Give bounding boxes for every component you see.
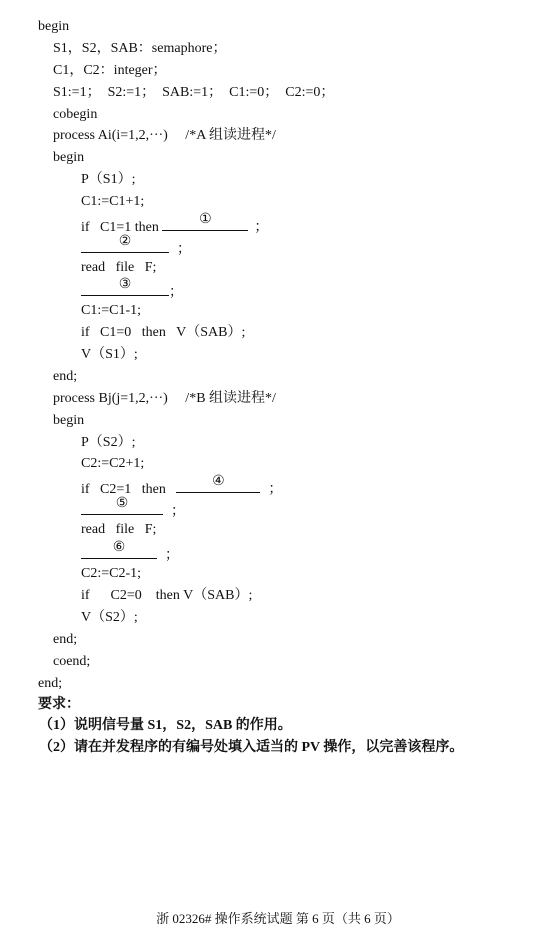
code-cobegin: cobegin: [53, 107, 98, 122]
code-init: S1:=1； S2:=1； SAB:=1； C1:=0； C2:=0；: [53, 85, 335, 100]
blank-6-number: ⑥: [112, 540, 126, 555]
code-a-if-line: [81, 212, 269, 236]
code-begin: begin: [38, 19, 70, 34]
blank-3-number: ③: [118, 277, 132, 292]
blank-5: [81, 496, 163, 515]
code-b-dec: C2:=C2-1;: [81, 566, 142, 581]
code-b-read: read file F;: [81, 522, 157, 537]
requirement-2: （2）请在并发程序的有编号处填入适当的 PV 操作，以完善该程序。: [39, 740, 464, 755]
semicolon: ；: [169, 285, 183, 300]
code-begin-b: begin: [53, 413, 85, 428]
semicolon: ；: [177, 242, 191, 257]
code-a-p: P（S1）;: [81, 172, 136, 187]
code-decl-integer: C1，C2：integer；: [53, 63, 167, 78]
code-a-if: if C1=1 then: [81, 220, 163, 235]
code-blank-6-line: [81, 540, 179, 564]
code-end-b: end;: [53, 632, 78, 647]
code-blank-3-line: [81, 277, 183, 301]
code-decl-semaphore: S1，S2，SAB：semaphore；: [53, 41, 227, 56]
code-begin-a: begin: [53, 150, 85, 165]
code-a-read: read file F;: [81, 260, 157, 275]
code-end-main: end;: [38, 676, 63, 691]
code-process-b: process Bj(j=1,2,···) /*B 组读进程*/: [53, 391, 276, 406]
semicolon: ；: [254, 220, 269, 235]
blank-2: [81, 234, 169, 253]
blank-2-number: ②: [118, 234, 132, 249]
blank-5-number: ⑤: [115, 496, 129, 511]
blank-3: [81, 277, 169, 296]
code-b-inc: C2:=C2+1;: [81, 456, 145, 471]
code-end-a: end;: [53, 369, 78, 384]
code-a-v: V（S1）;: [81, 347, 138, 362]
blank-1-number: ①: [199, 212, 212, 227]
semicolon: ；: [268, 482, 283, 497]
code-a-dec: C1:=C1-1;: [81, 303, 142, 318]
code-coend: coend;: [53, 654, 91, 669]
page-footer: 浙 02326# 操作系统试题 第 6 页（共 6 页）: [156, 911, 400, 926]
semicolon: ；: [165, 548, 179, 563]
code-blank-2-line: [81, 234, 191, 258]
code-blank-5-line: [81, 496, 185, 520]
blank-6: [81, 540, 157, 559]
code-a-if0: if C1=0 then V（SAB）;: [81, 325, 246, 340]
code-b-p: P（S2）;: [81, 435, 136, 450]
code-process-a: process Ai(i=1,2,···) /*A 组读进程*/: [53, 128, 276, 143]
requirement-1: （1）说明信号量 S1，S2，SAB 的作用。: [39, 718, 292, 733]
semicolon: ；: [171, 504, 185, 519]
blank-1: [162, 212, 248, 231]
blank-4-number: ④: [212, 474, 225, 489]
code-b-if: if C2=1 then: [81, 482, 177, 497]
code-a-inc: C1:=C1+1;: [81, 194, 145, 209]
blank-4: [176, 474, 260, 493]
code-b-if-line: [81, 474, 283, 498]
requirements-title: 要求：: [38, 697, 80, 712]
code-b-if0: if C2=0 then V（SAB）;: [81, 588, 253, 603]
code-b-v: V（S2）;: [81, 610, 138, 625]
